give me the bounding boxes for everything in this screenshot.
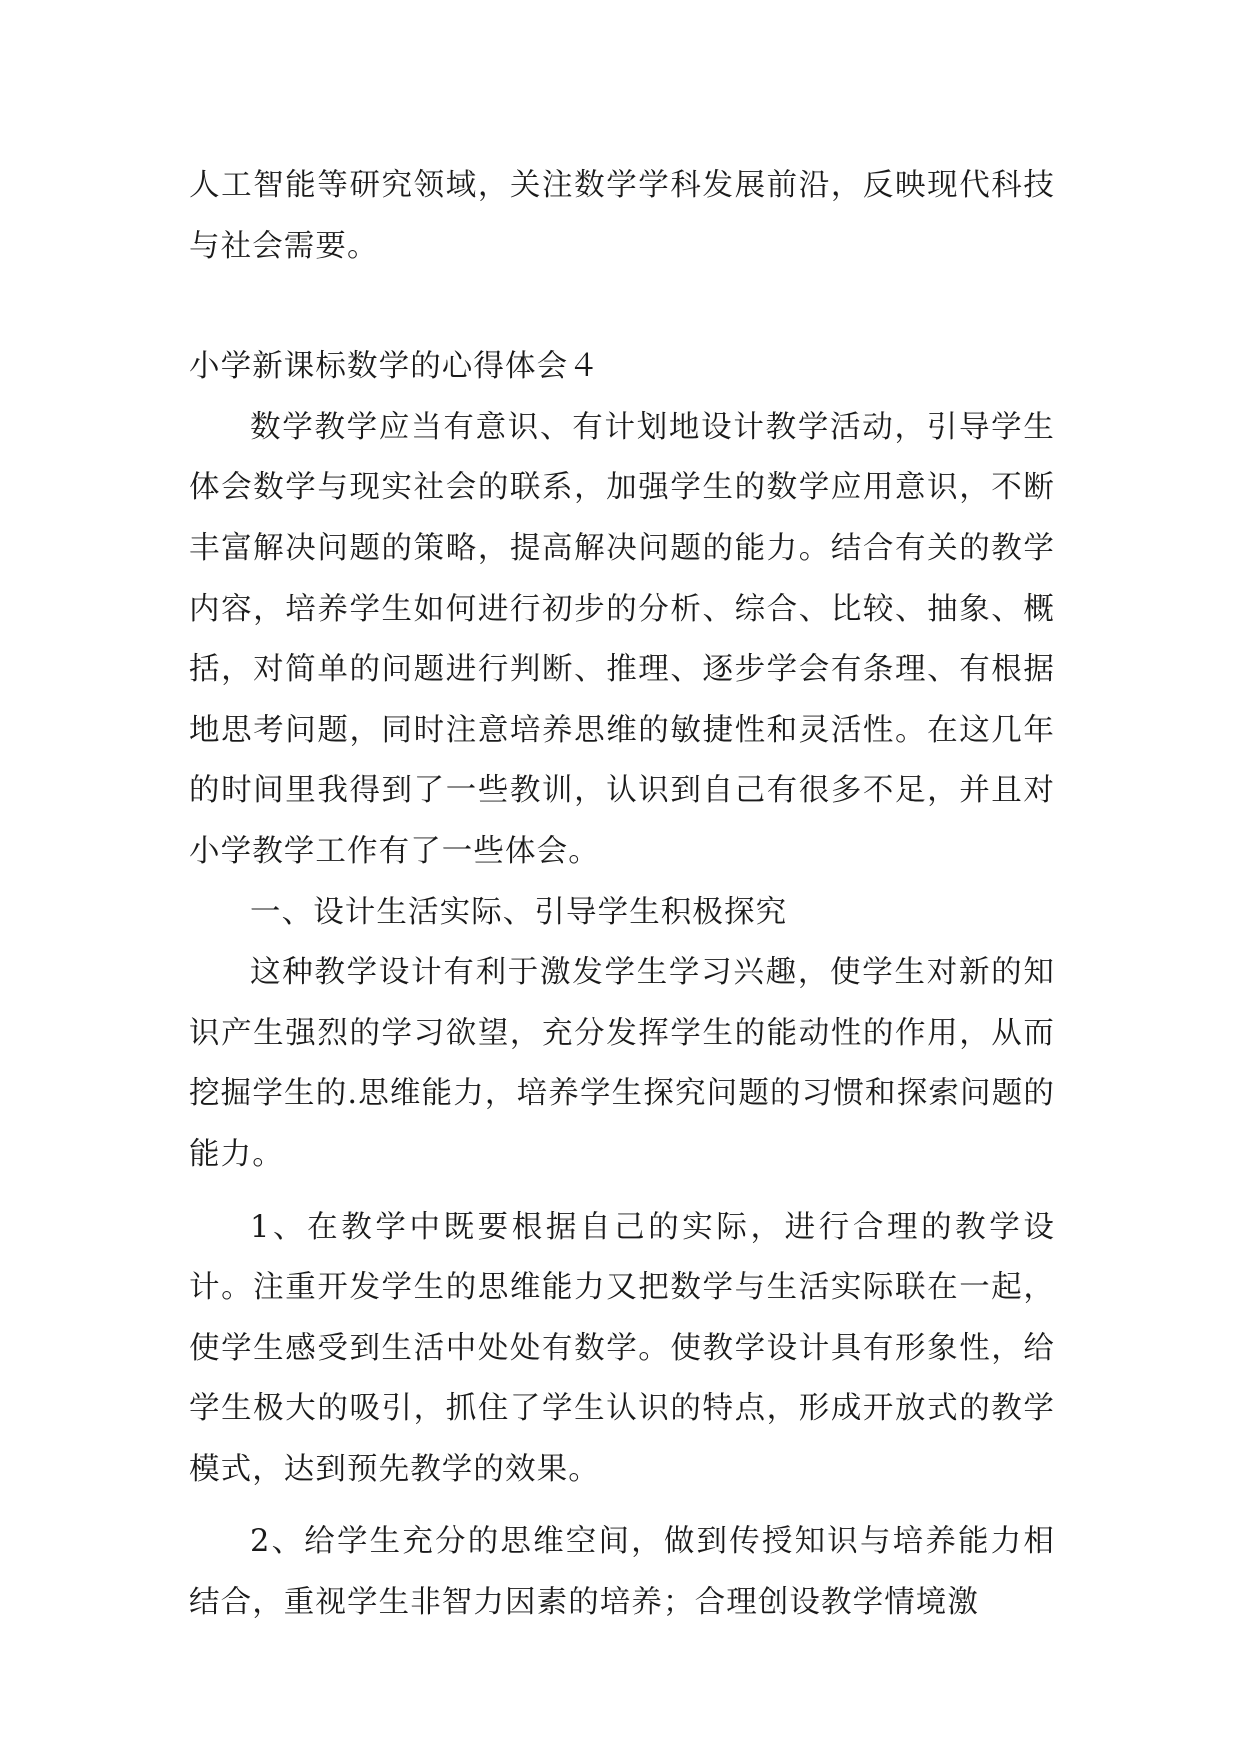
paragraph-point-2: 2、给学生充分的思维空间，做到传授知识与培养能力相结合，重视学生非智力因素的培养；合理创设教学情境激 — [189, 1524, 1055, 1621]
paragraph-design: 这种教学设计有利于激发学生学习兴趣，使学生对新的知识产生强烈的学习欲望，充分发挥学生的能动性的作用，从而挖掘学生的.思维能力，培养学生探究问题的习惯和探索问题的能力。 — [189, 955, 1055, 1172]
continuation-paragraph: 人工智能等研究领域，关注数学学科发展前沿，反映现代科技与社会需要。 — [189, 168, 1055, 264]
paragraph-intro: 数学教学应当有意识、有计划地设计教学活动，引导学生体会数学与现实社会的联系，加强学生的数学应用意识，不断丰富解决问题的策略，提高解决问题的能力。结合有关的教学内容，培养学生如何进行初步的分析、综合、比较、抽象、概括，对简单的问题进行判断、推理、逐步学会有条理、有根据地思考问题，同时注意培养思维的敏捷性和灵活性。在这几年的时间里我得到了一些教训，认识到自己有很多不足，并且对小学教学工作有了一些体会。 — [189, 409, 1055, 869]
paragraph-point-1: 1、在教学中既要根据自己的实际，进行合理的教学设计。注重开发学生的思维能力又把数学与生活实际联在一起，使学生感受到生活中处处有数学。使教学设计具有形象性，给学生极大的吸引，抓住了学生认识的特点，形成开放式的教学模式，达到预先教学的效果。 — [189, 1209, 1055, 1487]
section-title: 小学新课标数学的心得体会４ — [189, 349, 600, 385]
subheading-1: 一、设计生活实际、引导学生积极探究 — [250, 894, 788, 930]
document-body — [189, 156, 1055, 1634]
